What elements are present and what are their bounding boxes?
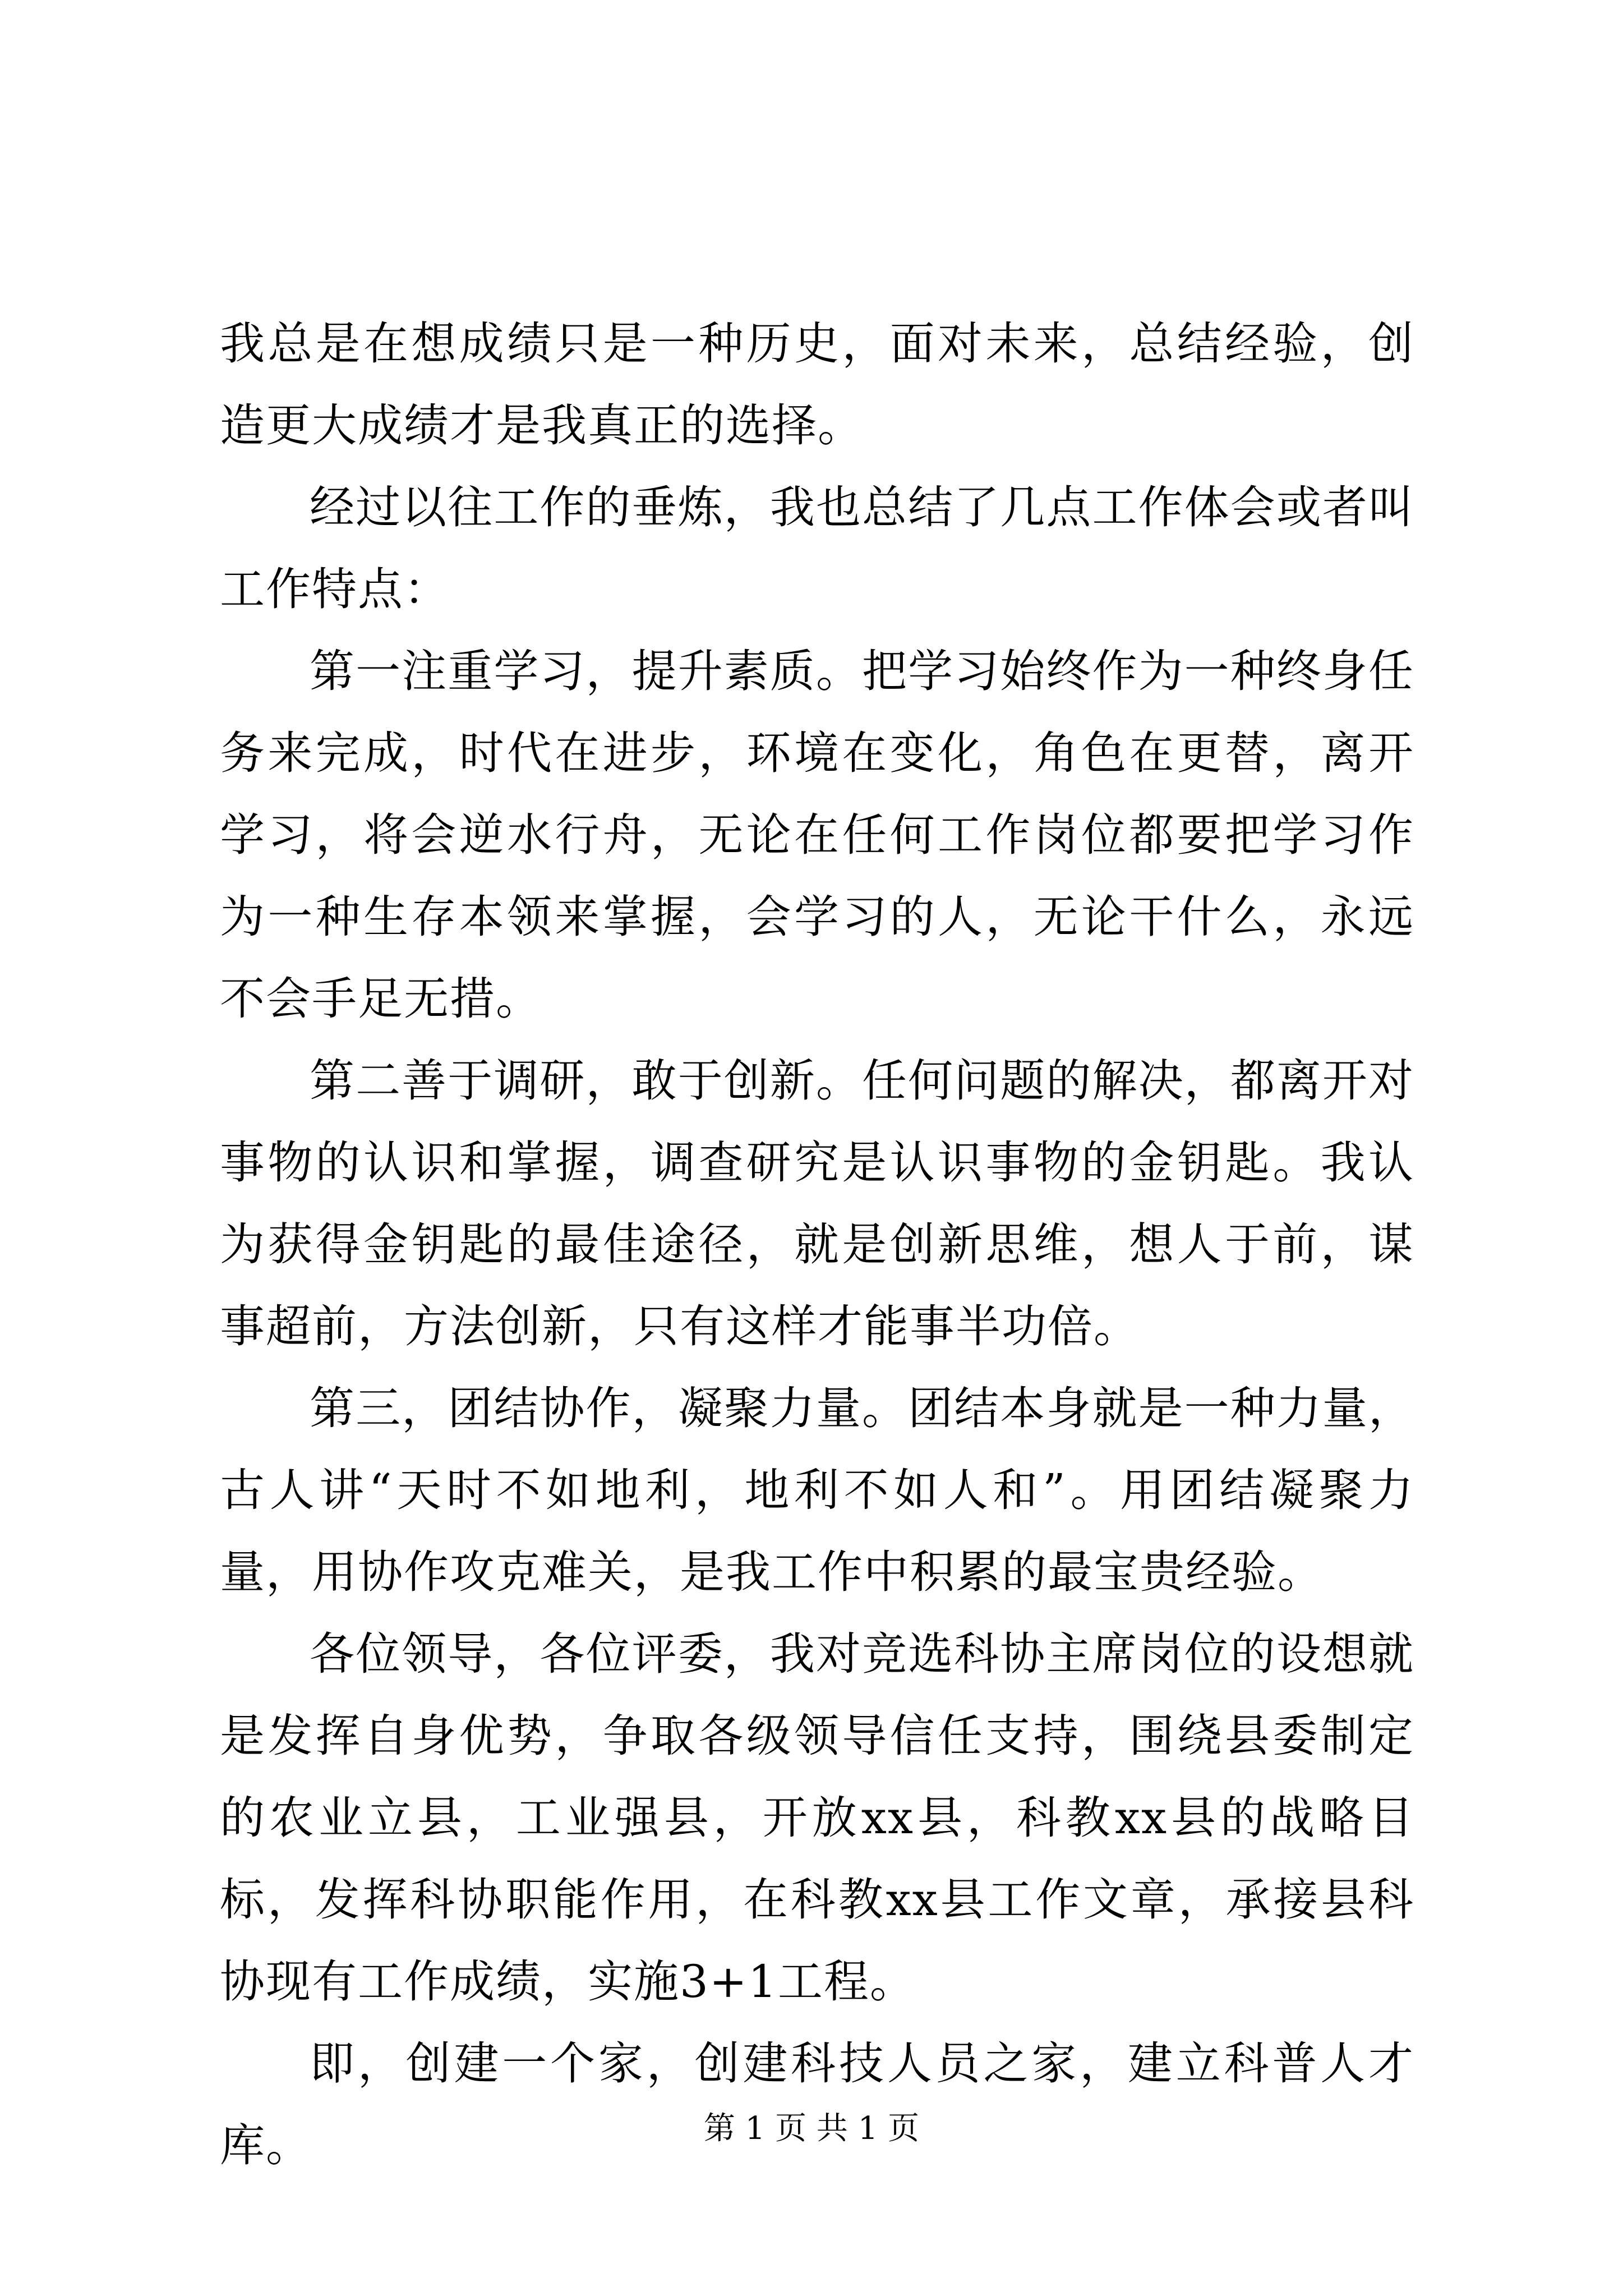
page-footer: 第 1 页 共 1 页: [703, 2110, 920, 2147]
paragraph-point-two: 第二善于调研，敢于创新。任何问题的解决，都离开对事物的认识和掌握，调查研究是认识事物的金钥匙。我认为获得金钥匙的最佳途径，就是创新思维，想人于前，谋事超前，方法创新，只有这样才能事半功倍。: [220, 1055, 1414, 1352]
document-body: [220, 303, 1414, 2187]
paragraph-point-three: 第三，团结协作，凝聚力量。团结本身就是一种力量，古人讲“天时不如地利，地利不如人和”。用团结凝聚力量，用协作攻克难关，是我工作中积累的最宝贵经验。: [220, 1382, 1414, 1598]
paragraph-continuation: 我总是在想成绩只是一种历史，面对未来，总结经验，创造更大成绩才是我真正的选择。: [220, 318, 1414, 452]
paragraph-point-one: 第一注重学习，提升素质。把学习始终作为一种终身任务来完成，时代在进步，环境在变化，角色在更替，离开学习，将会逆水行舟，无论在任何工作岗位都要把学习作为一种生存本领来掌握，会学习的人，无论干什么，永远不会手足无措。: [220, 645, 1414, 1025]
paragraph-work-experience: 经过以往工作的垂炼，我也总结了几点工作体会或者叫工作特点：: [220, 481, 1414, 615]
paragraph-plan: 各位领导，各位评委，我对竞选科协主席岗位的设想就是发挥自身优势，争取各级领导信任支持，围绕县委制定的农业立县，工业强县，开放xx县，科教xx县的战略目标，发挥科协职能作用，在科教xx县工作文章，承接县科协现有工作成绩，实施3+1工程。: [220, 1628, 1414, 2008]
paragraph-project: 即，创建一个家，创建科技人员之家，建立科普人才库。: [220, 2037, 1414, 2171]
